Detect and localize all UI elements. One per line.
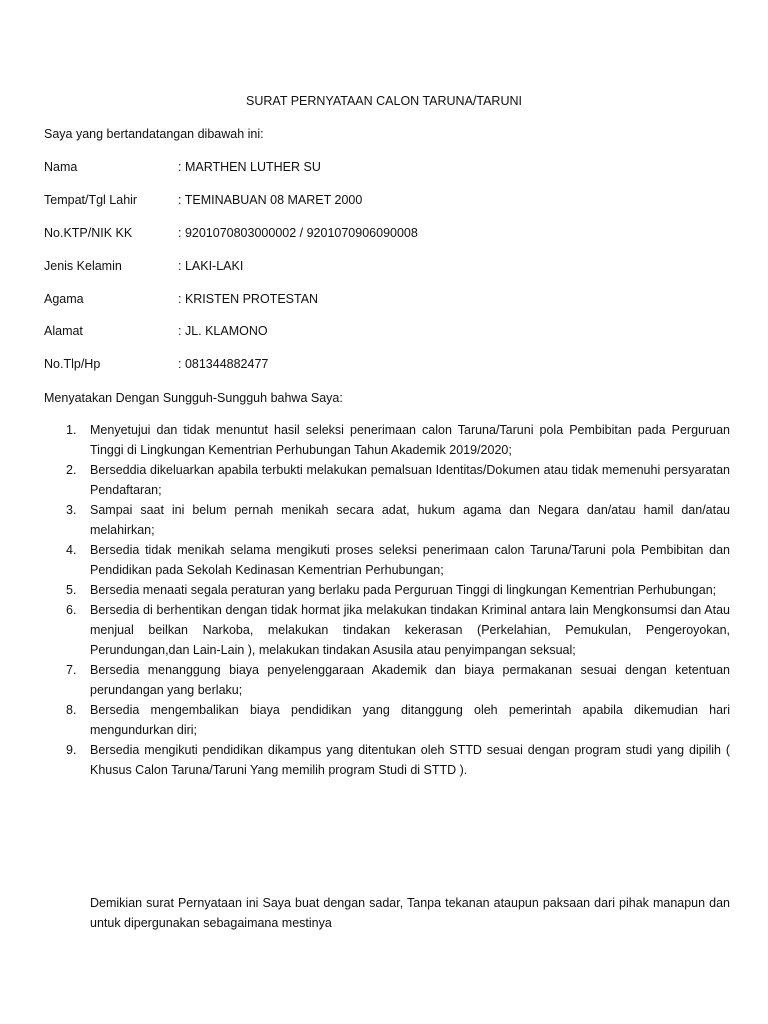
list-item [44,540,730,580]
list-number: 8. [66,703,77,717]
list-number: 4. [66,543,77,557]
field-label: Tempat/Tgl Lahir [44,193,138,207]
list-text: Bersedia tidak menikah selama mengikuti proses seleksi penerimaan calon Taruna/Taruni pola Pembibitan dan Pendidikan pada Sekolah Kedinasan Kementrian Perhubungan; [90,543,730,577]
field-label: No.KTP/NIK KK [44,226,133,240]
field-value: : LAKI-LAKI [178,259,244,273]
field-value: : MARTHEN LUTHER SU [178,160,321,174]
list-item [44,700,730,740]
field-label: Nama [44,160,78,174]
field-value: : KRISTEN PROTESTAN [178,292,319,306]
list-number: 6. [66,603,77,617]
list-number: 2. [66,463,77,477]
list-item [44,740,730,780]
list-text: Bersedia mengembalikan biaya pendidikan yang ditanggung oleh pemerintah apabila dikemudian hari mengundurkan diri; [90,703,730,737]
field-label: Jenis Kelamin [44,259,122,273]
field-value: : TEMINABUAN 08 MARET 2000 [178,193,363,207]
list-number: 9. [66,743,77,757]
closing-paragraph: Demikian surat Pernyataan ini Saya buat dengan sadar, Tanpa tekanan ataupun paksaan dari pihak manapun dan untuk dipergunakan sebagaimana mestinya [90,896,730,930]
list-item [44,600,730,660]
field-value: : 081344882477 [178,357,269,371]
list-item [44,460,730,500]
list-text: Sampai saat ini belum pernah menikah secara adat, hukum agama dan Negara dan/atau hamil dan/atau melahirkan; [90,503,730,537]
list-item [44,500,730,540]
list-number: 1. [66,423,77,437]
list-text: Bersedia mengikuti pendidikan dikampus yang ditentukan oleh STTD sesuai dengan program studi yang dipilih ( Khusus Calon Taruna/Taruni Yang memilih program Studi di STTD ). [90,743,730,777]
list-text: Bersedia menanggung biaya penyelenggaraan Akademik dan biaya permakanan sesuai dengan ketentuan perundangan yang berlaku; [90,663,730,697]
list-text: Menyetujui dan tidak menuntut hasil seleksi penerimaan calon Taruna/Taruni pola Pembibitan pada Perguruan Tinggi di Lingkungan Kementrian Perhubungan Tahun Akademik 2019/2020; [90,423,730,457]
list-text: Bersedia menaati segala peraturan yang berlaku pada Perguruan Tinggi di lingkungan Kementrian Perhubungan; [90,583,717,597]
intro-text: Saya yang bertandatangan dibawah ini: [44,127,264,141]
declaration-list [44,420,730,780]
list-text: Berseddia dikeluarkan apabila terbukti melakukan pemalsuan Identitas/Dokumen atau tidak memenuhi persyaratan Pendaftaran; [90,463,730,497]
field-label: Alamat [44,324,83,338]
list-item [44,580,730,600]
field-label: No.Tlp/Hp [44,357,101,371]
field-value: : JL. KLAMONO [178,324,268,338]
list-item [44,660,730,700]
statement-heading: Menyatakan Dengan Sungguh-Sungguh bahwa Saya: [44,391,343,405]
document-title: SURAT PERNYATAAN CALON TARUNA/TARUNI [246,94,522,108]
list-item [44,420,730,460]
list-number: 7. [66,663,77,677]
field-label: Agama [44,292,84,306]
list-number: 5. [66,583,77,597]
list-text: Bersedia di berhentikan dengan tidak hormat jika melakukan tindakan Kriminal antara lain Mengkonsumsi dan Atau menjual beilkan Narkoba, melakukan tindakan kekerasan (Perkelahian, Pemukulan, Pengeroyokan, Perundungan,dan Lain-Lain ), melakukan tindakan Asusila atau penyimpangan seksual; [90,603,730,657]
list-number: 3. [66,503,77,517]
field-value: : 9201070803000002 / 9201070906090008 [178,226,418,240]
